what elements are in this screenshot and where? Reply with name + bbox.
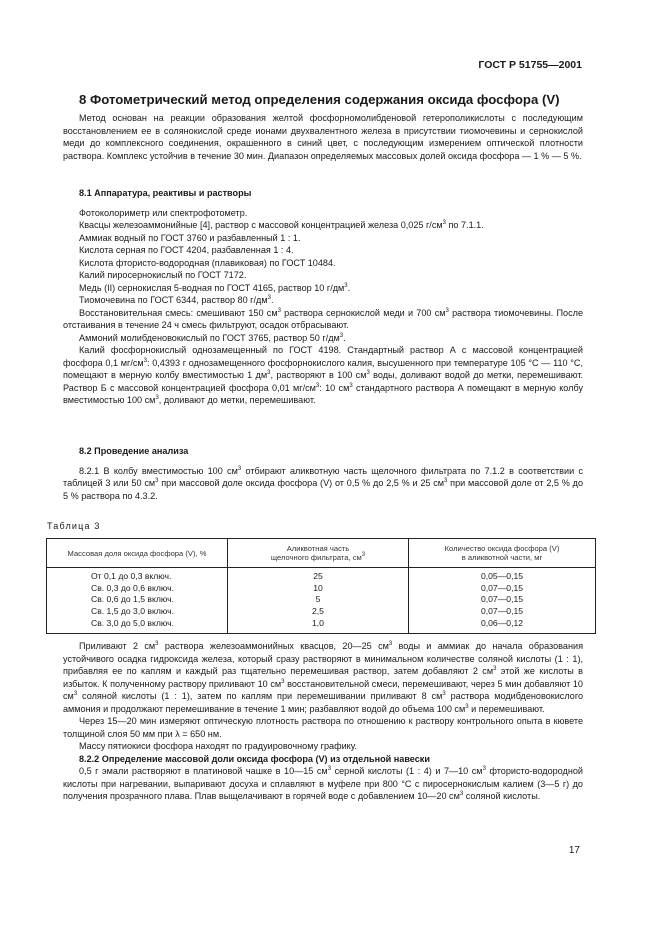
section-title: 8 Фотометрический метод определения содержания оксида фосфора (V) bbox=[79, 92, 560, 107]
table-header-row bbox=[47, 539, 596, 568]
list-item: Тиомочевина по ГОСТ 6344, раствор 80 $г/дм^3$. bbox=[79, 295, 274, 305]
subsection-title: 8.1 Аппаратура, реактивы и растворы bbox=[79, 188, 252, 198]
paragraph: Массу пятиокиси фосфора находят по градуировочному графику. bbox=[79, 741, 357, 751]
table-row: Св. 0,6 до 1,5 включ. 5 0,07—0,15 bbox=[47, 594, 596, 606]
list-item: Восстановительная смесь: смешивают 150 $см^3$ раствора сернокислой меди и 700 $см^3$ раствора тиомочевины. После отстаивания в течение 24 ч смесь фильтруют, осадок отбрасывают. bbox=[63, 307, 584, 330]
paragraph-8-2-1: 8.2.1 В колбу вместимостью 100 $см^3$ отбирают аликвотную часть щелочного фильтрата по 7.1.2 в соответствии с таблицей 3 или 50 $см^3$ при массовой доле оксида фосфора (V) от 0,5 % до 2,5 % и 25 $см^3$ при массовой доле от 2,5 % до 5 % раствора по 4.3.2. bbox=[63, 465, 583, 501]
standard-number: ГОСТ Р 51755—2001 bbox=[478, 59, 582, 71]
list-item: Калий фосфорнокислый однозамещенный по ГОСТ 4198. Стандартный раствор А с массовой концентрацией фосфора 0,1 $мг/см^3$: 0,4393 г однозамещенного фосфорнокислого калия, высушенного при температуре 105 °С — 110 °С, помещают в мерную колбу вместимостью 1 $дм^3$, растворяют в 100 $см^3$ воды, доливают водой до метки, перемешивают. Раствор Б с массовой концентрацией фосфора 0,01 $мг/см^3$: 10 $см^3$ стандартного раствора А помещают в мерную колбу вместимостью 100 $см^3$, доливают до метки, перемешивают. bbox=[63, 345, 583, 405]
table-3 bbox=[46, 538, 596, 634]
list-item: Аммиак водный по ГОСТ 3760 и разбавленный 1 : 1. bbox=[79, 232, 301, 243]
list-item: Фотоколориметр или спектрофотометр. bbox=[79, 207, 248, 218]
table-row: От 0,1 до 0,3 включ. 25 0,05—0,15 bbox=[47, 568, 596, 583]
subsection-title: 8.2 Проведение анализа bbox=[79, 446, 189, 456]
intro-block bbox=[63, 112, 583, 162]
table-row: Св. 1,5 до 3,0 включ. 2,5 0,07—0,15 bbox=[47, 606, 596, 618]
table-row: Св. 3,0 до 5,0 включ. 1,0 0,06—0,12 bbox=[47, 618, 596, 633]
col-header-mass-fraction: Массовая доля оксида фосфора (V), % bbox=[47, 539, 228, 568]
table-label: Таблица 3 bbox=[47, 521, 101, 531]
paragraph: Приливают 2 $см^3$ раствора железоаммонийных квасцов, 20—25 $см^3$ воды и аммиак до начала образования устойчивого осадка гидроксида железа, который сразу растворяют в минимальном количестве соляной кислоты (1 : 1), прибавляя ее по каплям и каждый раз тщательно перемешивая раствор, затем добавляют 2 $см^3$ этой же кислоты в избыток. К полученному раствору приливают 10 $см^3$ восстановительной смеси, перемешивают, через 5 мин добавляют 10 $см^3$ соляной кислоты (1 : 1), затем по каплям при перемешивании приливают 8 $см^3$ раствора модибденовокислого аммония и продолжают перемешивание в течение 1 мин; разбавляют водой до объема 100 $см^3$ и перемешивают. bbox=[63, 641, 584, 714]
section-8-2 bbox=[63, 445, 583, 502]
section-8-1 bbox=[63, 187, 583, 407]
list-item: Кислота фтористо-водородная (плавиковая) по ГОСТ 10484. bbox=[79, 257, 336, 268]
col-header-aliquot: Аликвотная часть щелочного фильтрата, $см^3$ bbox=[228, 539, 409, 568]
page-number: 17 bbox=[568, 845, 580, 856]
paragraph: 0,5 г эмали растворяют в платиновой чашке в 10—15 $см^3$ серной кислоты (1 : 4) и 7—10 $см^3$ фтористо-водородной кислоты при нагревании, выпаривают досуха и сплавляют в муфеле при 800 °С с пиросернокислым калием (3—5 г) до получения прозрачного плава. Плав выщелачивают в горячей воде с добавлением 10—20 $см^3$ соляной кислоты. bbox=[63, 766, 584, 801]
table-row: Св. 0,3 до 0,6 включ. 10 0,07—0,15 bbox=[47, 583, 596, 595]
list-item: Медь (II) сернокислая 5-водная по ГОСТ 4165, раствор 10 $г/дм^3$. bbox=[79, 282, 351, 293]
list-item: Квасцы железоаммонийные [4], раствор с массовой концентрацией железа 0,025 $г/см^3$ по 7.1.1. bbox=[79, 220, 484, 230]
list-item: Аммоний молибденовокислый по ГОСТ 3765, раствор 50 $г/дм^3$. bbox=[79, 332, 346, 343]
list-item: Кислота серная по ГОСТ 4204, разбавленная 1 : 4. bbox=[79, 245, 294, 255]
col-header-amount: Количество оксида фосфора (V) в аликвотной части, мг bbox=[409, 539, 596, 568]
paragraph: Через 15—20 мин измеряют оптическую плотность раствора по отношению к раствору контрольного опыта в кювете толщиной слоя 50 мм при λ = 650 нм. bbox=[63, 716, 583, 739]
analysis-procedure bbox=[63, 640, 583, 803]
list-item: Калий пиросернокислый по ГОСТ 7172. bbox=[79, 270, 247, 280]
intro-paragraph: Метод основан на реакции образования желтой фосфорномолибденовой гетерополикислоты с последующим восстановлением ее в солянокислой среде ионами двухвалентного железа в присутствии тиомочевины и сернокислой меди до комплексного соединения, окрашенного в синий цвет, с последующим измерением оптической плотности раствора. Комплекс устойчив в течение 30 мин. Диапазон определяемых массовых долей оксида фосфора — 1 % — 5 %. bbox=[63, 113, 583, 161]
subsection-title: 8.2.2 Определение массовой доли оксида фосфора (V) из отдельной навески bbox=[79, 753, 430, 764]
